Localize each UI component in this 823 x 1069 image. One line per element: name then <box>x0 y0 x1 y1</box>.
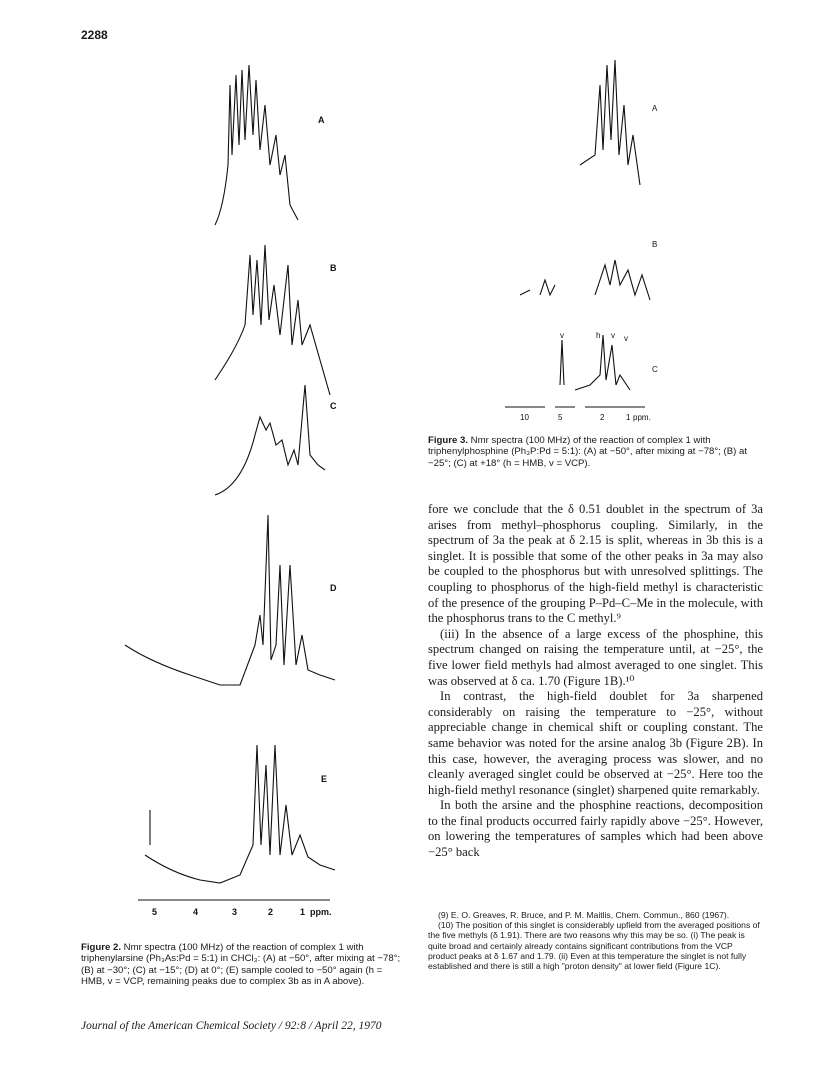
caption-label-3: Figure 3. <box>428 435 468 446</box>
trace-3c <box>560 335 630 390</box>
label-d: D <box>330 583 337 593</box>
caption-text: Nmr spectra (100 MHz) of the reaction of complex 1 with triphenylarsine (Ph₃As:Pd = 5:1) in CHCl₃: (A) at −50°, after mixing at −78°; (B) at −30°; (C) at −15°; (D) at 0°; (E) sample cooled to −50° again (h = HMB, v = VCP, remaining peaks due to complex 3b as in A above). <box>81 942 401 988</box>
tick-5: 5 <box>152 907 158 917</box>
tick-1b: 1 <box>626 413 631 422</box>
axis-unit-3: ppm. <box>633 413 651 422</box>
label-3b: B <box>652 240 658 249</box>
trace-d <box>125 515 335 685</box>
footnote: (10) The position of this singlet is considerably upfield from the averaged positions of the five methyls (δ 1.91). There are two reasons why this may be so. (i) The peak is quite broad and certainly already contains significant contributions from the VCP product peaks at δ 1.67 and 1.79. (ii) Even at this temperature the singlet is not fully established and there is still a high "proton density" at lower field (Figure 1C). <box>428 920 760 972</box>
label-c: C <box>330 401 337 411</box>
paragraph: fore we conclude that the δ 0.51 doublet in the spectrum of 3a arises from methyl–phosphorus coupling. Similarly, in the spectrum of 3a the peak at δ 2.15 is split, whereas in 3b this is a singlet. It is possible that some of the other peaks in 3a may also be coupled to the phosphorus but with unresolved splittings. The coupling to phosphorus of the high-field methyl is characteristic of the presence of the grouping P–Pd–C–Me in the molecule, with the phosphorus trans to the C methyl.⁹ <box>428 502 763 626</box>
figure-3-caption <box>428 435 758 469</box>
page-number: 2288 <box>81 28 108 42</box>
trace-c <box>215 385 325 495</box>
axis-unit: ppm. <box>310 907 332 917</box>
tick-1: 1 <box>300 907 306 917</box>
footnote: (9) E. O. Greaves, R. Bruce, and P. M. Maitlis, Chem. Commun., 860 (1967). <box>438 910 730 920</box>
label-3a: A <box>652 104 658 113</box>
label-a: A <box>318 115 325 125</box>
paragraph: In contrast, the high-field doublet for 3a sharpened considerably on raising the temperature to −25°, without appreciable change in chemical shift or coupling constant. The same behavior was noted for the arsine analog 3b (Figure 2B). In this case, however, the averaging process was slower, and no cleanly averaged singlet could be observed at −25°. Here too the high-field methyl resonance (singlet) sharpened quite remarkably. <box>428 689 763 797</box>
figure-2-caption <box>81 942 404 988</box>
label-b: B <box>330 263 337 273</box>
caption-label: Figure 2. <box>81 942 121 953</box>
trace-b <box>215 245 330 395</box>
tick-5b: 5 <box>558 413 563 422</box>
trace-e <box>145 745 335 883</box>
paragraph: In both the arsine and the phosphine reactions, decomposition to the final products occurred fairly rapidly above −25°. However, on lowering the temperatures of samples which had been above −25° back <box>428 798 763 860</box>
body-text <box>428 502 763 861</box>
tick-2: 2 <box>268 907 274 917</box>
marker-v-3: v <box>624 334 628 343</box>
marker-v-1: v <box>560 331 564 340</box>
tick-3: 3 <box>232 907 238 917</box>
figure-2-spectra <box>120 45 360 925</box>
trace-3b <box>520 260 650 300</box>
caption-text-3: Nmr spectra (100 MHz) of the reaction of complex 1 with triphenylphosphine (Ph₃P:Pd = 5:1): (A) at −50°, after mixing at −78°; (B) at −25°; (C) at +18° (h = HMB, v = VCP). <box>428 435 748 469</box>
marker-h: h <box>596 331 601 340</box>
tick-4: 4 <box>193 907 199 917</box>
paragraph: (iii) In the absence of a large excess of the phosphine, this spectrum changed on raising the temperature until, at −25°, the five lower field methyls had almost averaged to one singlet. This was observed at δ ca. 1.70 (Figure 1B).¹⁰ <box>428 626 763 688</box>
trace-3a <box>580 60 640 185</box>
trace-a <box>215 65 298 225</box>
marker-v-2: v <box>611 331 615 340</box>
journal-footer: Journal of the American Chemical Society / 92:8 / April 22, 1970 <box>81 1020 382 1032</box>
label-3c: C <box>652 365 658 374</box>
footnotes <box>428 910 762 971</box>
tick-10: 10 <box>520 413 529 422</box>
label-e: E <box>321 774 328 784</box>
figure-3-spectra <box>500 45 690 425</box>
tick-2b: 2 <box>600 413 605 422</box>
